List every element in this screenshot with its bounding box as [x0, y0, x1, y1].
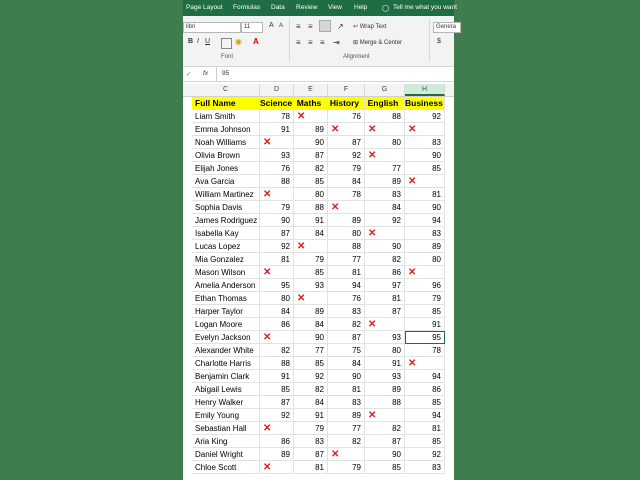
name-cell[interactable]: Henry Walker: [192, 396, 260, 409]
red-x-icon: ✕: [408, 358, 417, 369]
score-cell[interactable]: 93: [365, 370, 405, 383]
red-x-icon: ✕: [331, 449, 340, 460]
wrap-text-label: Wrap Text: [359, 24, 387, 30]
name-cell[interactable]: Abigail Lewis: [192, 383, 260, 396]
table-row: [183, 305, 454, 318]
score-cell[interactable]: 89: [365, 175, 405, 188]
align-left-icon[interactable]: ≡: [296, 38, 301, 47]
score-cell[interactable]: 79: [294, 422, 328, 435]
score-cell[interactable]: 75: [328, 344, 365, 357]
header-cell[interactable]: Science: [260, 98, 293, 108]
absent-mark-cell[interactable]: [260, 136, 294, 149]
score-cell[interactable]: 90: [365, 448, 405, 461]
lightbulb-icon: ◯: [382, 5, 390, 12]
column-header-e[interactable]: E: [294, 84, 328, 96]
score-cell[interactable]: 92: [260, 409, 294, 422]
name-cell[interactable]: William Martinez: [192, 188, 260, 201]
name-cell[interactable]: Amelia Anderson: [192, 279, 260, 292]
score-cell[interactable]: 82: [294, 383, 328, 396]
score-cell[interactable]: 84: [294, 318, 328, 331]
name-cell[interactable]: Aria King: [192, 435, 260, 448]
absent-mark-cell[interactable]: [328, 448, 365, 461]
red-x-icon: ✕: [331, 202, 340, 213]
score-cell[interactable]: 82: [260, 344, 294, 357]
absent-mark-cell[interactable]: [405, 357, 445, 370]
name-cell[interactable]: Benjamin Clark: [192, 370, 260, 383]
score-cell[interactable]: 88: [365, 396, 405, 409]
score-cell[interactable]: 76: [328, 110, 365, 123]
tab-data[interactable]: Data: [271, 4, 285, 11]
table-row: [183, 422, 454, 435]
name-cell[interactable]: Lucas Lopez: [192, 240, 260, 253]
table-row: [183, 136, 454, 149]
column-header-g[interactable]: G: [365, 84, 405, 96]
score-cell[interactable]: 92: [405, 110, 445, 123]
table-row: [183, 279, 454, 292]
absent-mark-cell[interactable]: [365, 123, 405, 136]
formula-input[interactable]: 95: [222, 70, 230, 77]
font-size-box[interactable]: 11: [241, 22, 263, 33]
score-cell[interactable]: 80: [365, 136, 405, 149]
name-cell[interactable]: Ethan Thomas: [192, 292, 260, 305]
score-cell[interactable]: 97: [365, 279, 405, 292]
table-row: [183, 318, 454, 331]
score-cell[interactable]: 79: [260, 201, 294, 214]
column-headers: [183, 84, 454, 97]
score-cell[interactable]: 78: [328, 188, 365, 201]
font-name-box[interactable]: libri: [183, 22, 241, 33]
score-cell[interactable]: 85: [405, 435, 445, 448]
score-cell[interactable]: 84: [365, 201, 405, 214]
score-cell[interactable]: 88: [328, 240, 365, 253]
score-cell[interactable]: 90: [405, 149, 445, 162]
score-cell[interactable]: 92: [365, 214, 405, 227]
red-x-icon: ✕: [408, 124, 417, 135]
fill-color-icon[interactable]: ◉: [235, 37, 242, 46]
score-cell[interactable]: 92: [260, 240, 294, 253]
score-cell[interactable]: 85: [260, 383, 294, 396]
absent-mark-cell[interactable]: [260, 461, 294, 474]
underline-button[interactable]: U: [205, 38, 211, 45]
score-cell[interactable]: 91: [260, 123, 294, 136]
score-cell[interactable]: 77: [365, 162, 405, 175]
absent-mark-cell[interactable]: [294, 292, 328, 305]
table-row: [183, 227, 454, 240]
score-cell[interactable]: 78: [405, 344, 445, 357]
middle-align-icon[interactable]: ≡: [308, 22, 313, 31]
red-x-icon: ✕: [297, 293, 306, 304]
absent-mark-cell[interactable]: [260, 188, 294, 201]
borders-icon[interactable]: [221, 38, 232, 49]
score-cell[interactable]: 85: [294, 175, 328, 188]
absent-mark-cell[interactable]: [260, 422, 294, 435]
tab-help[interactable]: Help: [354, 4, 368, 11]
score-cell[interactable]: 84: [260, 305, 294, 318]
red-x-icon: ✕: [297, 111, 306, 122]
score-cell[interactable]: 92: [294, 370, 328, 383]
orientation-icon[interactable]: ↗: [337, 22, 344, 31]
header-cell[interactable]: Full Name: [192, 97, 260, 110]
score-cell[interactable]: 94: [405, 409, 445, 422]
score-cell[interactable]: 86: [260, 435, 294, 448]
absent-mark-cell[interactable]: [365, 409, 405, 422]
score-cell[interactable]: 90: [328, 370, 365, 383]
table-row: [183, 201, 454, 214]
score-cell[interactable]: 80: [405, 253, 445, 266]
currency-button[interactable]: $: [437, 38, 441, 45]
table-row: [183, 188, 454, 201]
red-x-icon: ✕: [263, 462, 272, 473]
merge-center-label: Merge & Center: [359, 40, 403, 46]
score-cell[interactable]: 81: [405, 422, 445, 435]
score-cell[interactable]: 76: [328, 292, 365, 305]
score-cell[interactable]: 91: [260, 370, 294, 383]
score-cell[interactable]: 91: [294, 409, 328, 422]
score-cell[interactable]: 95: [260, 279, 294, 292]
grow-font-button[interactable]: A: [269, 22, 274, 29]
table-row: [183, 344, 454, 357]
wrap-text-button[interactable]: [353, 23, 387, 30]
score-cell[interactable]: 84: [328, 357, 365, 370]
absent-mark-cell[interactable]: [365, 227, 405, 240]
score-cell[interactable]: 83: [328, 396, 365, 409]
name-cell[interactable]: Isabella Kay: [192, 227, 260, 240]
number-format-box[interactable]: Genera: [433, 22, 461, 33]
score-cell[interactable]: 92: [328, 149, 365, 162]
score-cell[interactable]: 80: [365, 344, 405, 357]
bottom-align-icon[interactable]: [319, 20, 331, 32]
wrap-icon: ↩: [353, 24, 360, 30]
score-cell[interactable]: 82: [328, 318, 365, 331]
red-x-icon: ✕: [263, 267, 272, 278]
score-cell[interactable]: 86: [260, 318, 294, 331]
formula-bar: [183, 67, 454, 82]
score-cell[interactable]: 89: [328, 409, 365, 422]
name-cell[interactable]: Chloe Scott: [192, 461, 260, 474]
enter-check-icon[interactable]: ✓: [186, 71, 192, 78]
name-cell[interactable]: Charlotte Harris: [192, 357, 260, 370]
red-x-icon: ✕: [297, 241, 306, 252]
table-row: [183, 149, 454, 162]
absent-mark-cell[interactable]: [405, 175, 445, 188]
column-header-c[interactable]: C: [192, 84, 260, 96]
score-cell[interactable]: 77: [328, 422, 365, 435]
score-cell[interactable]: 91: [365, 357, 405, 370]
indent-icon[interactable]: ⇥: [333, 38, 340, 47]
column-header-h[interactable]: H: [405, 84, 445, 96]
tab-view[interactable]: View: [328, 4, 342, 11]
name-cell[interactable]: Emma Johnson: [192, 123, 260, 136]
name-cell[interactable]: Ava Garcia: [192, 175, 260, 188]
score-cell[interactable]: 88: [260, 175, 294, 188]
score-cell[interactable]: 89: [365, 383, 405, 396]
column-header-f[interactable]: F: [328, 84, 365, 96]
score-cell[interactable]: 85: [405, 396, 445, 409]
score-cell[interactable]: 90: [365, 240, 405, 253]
score-cell[interactable]: 82: [365, 253, 405, 266]
score-cell[interactable]: 81: [328, 266, 365, 279]
merge-center-button[interactable]: [353, 39, 402, 46]
score-cell[interactable]: 81: [294, 461, 328, 474]
score-cell[interactable]: 79: [405, 292, 445, 305]
absent-mark-cell[interactable]: [405, 266, 445, 279]
absent-mark-cell[interactable]: [260, 331, 294, 344]
score-cell[interactable]: 78: [260, 110, 294, 123]
table-row: [183, 331, 454, 344]
score-cell[interactable]: 87: [260, 396, 294, 409]
name-cell[interactable]: Emily Young: [192, 409, 260, 422]
table-row: [183, 292, 454, 305]
score-cell[interactable]: 77: [328, 253, 365, 266]
header-cell[interactable]: Business: [405, 97, 445, 110]
score-cell[interactable]: 83: [405, 461, 445, 474]
merge-icon: ⊞: [353, 40, 360, 46]
score-cell[interactable]: 77: [294, 344, 328, 357]
score-cell[interactable]: 85: [365, 461, 405, 474]
score-cell[interactable]: 87: [328, 136, 365, 149]
red-x-icon: ✕: [368, 228, 377, 239]
top-align-icon[interactable]: ≡: [296, 22, 301, 31]
score-cell[interactable]: 88: [294, 201, 328, 214]
name-cell[interactable]: Daniel Wright: [192, 448, 260, 461]
score-cell[interactable]: 93: [365, 331, 405, 344]
score-cell[interactable]: 94: [328, 279, 365, 292]
red-x-icon: ✕: [368, 124, 377, 135]
tell-me-search[interactable]: Tell me what you want: [393, 4, 457, 11]
tab-page-layout[interactable]: Page Layout: [186, 4, 223, 11]
score-cell[interactable]: 83: [365, 188, 405, 201]
score-cell[interactable]: 87: [294, 448, 328, 461]
score-cell[interactable]: 93: [294, 279, 328, 292]
absent-mark-cell[interactable]: [294, 110, 328, 123]
shrink-font-button[interactable]: A: [279, 23, 284, 29]
header-cell[interactable]: Maths: [294, 97, 328, 110]
score-cell[interactable]: 90: [294, 136, 328, 149]
table-row: [183, 435, 454, 448]
align-right-icon[interactable]: ≡: [320, 38, 325, 47]
name-cell[interactable]: Mia Gonzalez: [192, 253, 260, 266]
excel-window: [183, 0, 457, 480]
header-cell[interactable]: English: [365, 97, 405, 110]
score-cell[interactable]: 85: [405, 162, 445, 175]
absent-mark-cell[interactable]: [328, 201, 365, 214]
score-cell[interactable]: 96: [405, 279, 445, 292]
score-cell[interactable]: 84: [328, 175, 365, 188]
score-cell[interactable]: 87: [328, 331, 365, 344]
score-cell[interactable]: 89: [294, 123, 328, 136]
bold-button[interactable]: B: [188, 38, 194, 45]
score-cell[interactable]: 79: [328, 461, 365, 474]
score-cell[interactable]: 94: [405, 214, 445, 227]
score-cell[interactable]: 90: [405, 201, 445, 214]
score-cell[interactable]: 87: [294, 149, 328, 162]
fx-icon[interactable]: fx: [203, 70, 209, 77]
table-row: [183, 396, 454, 409]
score-cell[interactable]: 82: [365, 422, 405, 435]
score-cell[interactable]: 89: [328, 214, 365, 227]
red-x-icon: ✕: [368, 150, 377, 161]
absent-mark-cell[interactable]: [294, 240, 328, 253]
score-cell[interactable]: 81: [405, 188, 445, 201]
score-cell[interactable]: 89: [405, 240, 445, 253]
red-x-icon: ✕: [263, 423, 272, 434]
absent-mark-cell[interactable]: [260, 266, 294, 279]
score-cell[interactable]: 90: [260, 214, 294, 227]
score-cell[interactable]: 94: [405, 370, 445, 383]
score-cell[interactable]: 80: [260, 292, 294, 305]
table-row: [183, 266, 454, 279]
ribbon-tabs: [183, 0, 457, 16]
red-x-icon: ✕: [263, 137, 272, 148]
header-row: [183, 97, 454, 110]
score-cell[interactable]: 84: [294, 227, 328, 240]
score-cell[interactable]: 88: [260, 357, 294, 370]
score-cell[interactable]: 86: [365, 266, 405, 279]
score-cell[interactable]: 76: [260, 162, 294, 175]
score-cell[interactable]: 83: [405, 227, 445, 240]
score-cell[interactable]: 85: [405, 305, 445, 318]
absent-mark-cell[interactable]: [405, 123, 445, 136]
score-cell[interactable]: 91: [294, 214, 328, 227]
table-row: [183, 123, 454, 136]
absent-mark-cell[interactable]: [328, 123, 365, 136]
score-cell[interactable]: 81: [365, 292, 405, 305]
score-cell[interactable]: 92: [405, 448, 445, 461]
score-cell[interactable]: 85: [294, 357, 328, 370]
score-cell[interactable]: 89: [260, 448, 294, 461]
score-cell[interactable]: 87: [260, 227, 294, 240]
name-cell[interactable]: Harper Taylor: [192, 305, 260, 318]
red-x-icon: ✕: [331, 124, 340, 135]
table-row: [183, 357, 454, 370]
red-x-icon: ✕: [368, 319, 377, 330]
align-center-icon[interactable]: ≡: [308, 38, 313, 47]
name-cell[interactable]: Olivia Brown: [192, 149, 260, 162]
name-cell[interactable]: Logan Moore: [192, 318, 260, 331]
score-cell[interactable]: 93: [260, 149, 294, 162]
alignment-group-label: Alignment: [343, 54, 370, 60]
score-cell[interactable]: 83: [294, 435, 328, 448]
table-row: [183, 370, 454, 383]
score-cell[interactable]: 88: [365, 110, 405, 123]
score-cell[interactable]: 83: [405, 136, 445, 149]
active-cell[interactable]: 95: [405, 331, 445, 344]
score-cell[interactable]: 84: [294, 396, 328, 409]
tab-formulas[interactable]: Formulas: [233, 4, 261, 11]
red-x-icon: ✕: [408, 176, 417, 187]
red-x-icon: ✕: [368, 410, 377, 421]
name-cell[interactable]: James Rodriguez: [192, 214, 260, 227]
score-cell[interactable]: 86: [405, 383, 445, 396]
name-cell[interactable]: Mason Wilson: [192, 266, 260, 279]
name-cell[interactable]: Alexander White: [192, 344, 260, 357]
column-header-d[interactable]: D: [260, 84, 294, 96]
score-cell[interactable]: 81: [260, 253, 294, 266]
table-row: [183, 162, 454, 175]
absent-mark-cell[interactable]: [365, 318, 405, 331]
score-cell[interactable]: 82: [294, 162, 328, 175]
score-cell[interactable]: 87: [365, 305, 405, 318]
score-cell[interactable]: 89: [294, 305, 328, 318]
table-row: [183, 240, 454, 253]
table-row: [183, 214, 454, 227]
table-row: [183, 448, 454, 461]
red-x-icon: ✕: [263, 189, 272, 200]
score-cell[interactable]: 91: [405, 318, 445, 331]
name-cell[interactable]: Sophia Davis: [192, 201, 260, 214]
header-cell[interactable]: History: [328, 97, 365, 110]
table-row: [183, 383, 454, 396]
font-group-label: Font: [221, 54, 234, 60]
table-row: [183, 110, 454, 123]
score-cell[interactable]: 81: [328, 383, 365, 396]
red-x-icon: ✕: [408, 267, 417, 278]
score-cell[interactable]: 80: [328, 227, 365, 240]
table-row: [183, 175, 454, 188]
name-cell[interactable]: Elijah Jones: [192, 162, 260, 175]
italic-button[interactable]: I: [197, 38, 199, 45]
score-cell[interactable]: 80: [294, 188, 328, 201]
ribbon: [183, 16, 457, 67]
red-x-icon: ✕: [263, 332, 272, 343]
tab-review[interactable]: Review: [296, 4, 318, 11]
name-cell[interactable]: Noah Williams: [192, 136, 260, 149]
score-cell[interactable]: 79: [328, 162, 365, 175]
name-cell[interactable]: Evelyn Jackson: [192, 331, 260, 344]
table-row: [183, 461, 454, 474]
table-row: [183, 253, 454, 266]
score-cell[interactable]: 83: [328, 305, 365, 318]
score-cell[interactable]: 90: [294, 331, 328, 344]
absent-mark-cell[interactable]: [365, 149, 405, 162]
font-color-icon[interactable]: A: [253, 37, 259, 46]
score-cell[interactable]: 82: [328, 435, 365, 448]
score-cell[interactable]: 87: [365, 435, 405, 448]
score-cell[interactable]: 85: [294, 266, 328, 279]
name-cell[interactable]: Liam Smith: [192, 110, 260, 123]
name-cell[interactable]: Sebastian Hall: [192, 422, 260, 435]
score-cell[interactable]: 79: [294, 253, 328, 266]
table-row: [183, 409, 454, 422]
